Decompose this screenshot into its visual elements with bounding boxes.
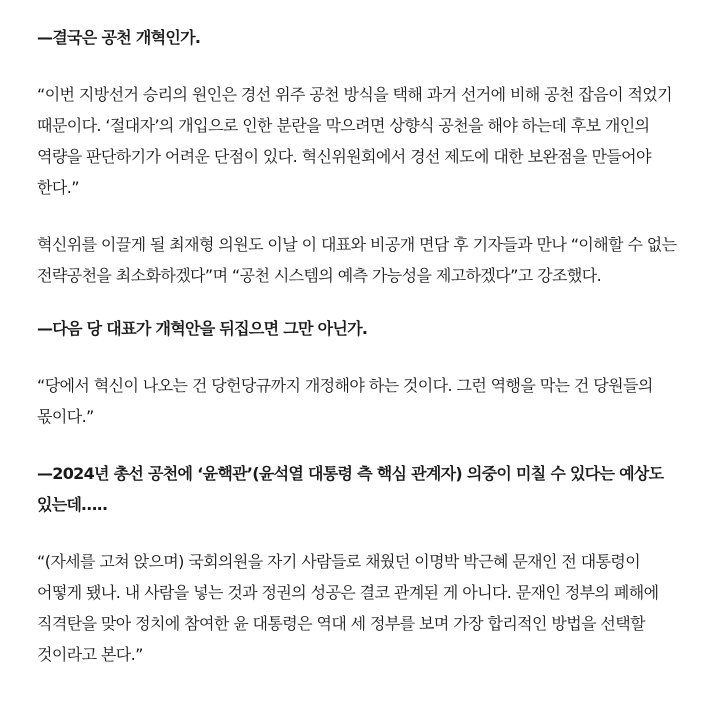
interview-answer-1: “이번 지방선거 승리의 원인은 경선 위주 공천 방식을 택해 과거 선거에 비해 공천 잡음이 적었기 때문이다. ‘절대자’의 개입으로 인한 분란을 막으려면 상향식 공천을 해야 하는데 후보 개인의 역량을 판단하기가 어려운 단점이 있다. 혁신위원회에서 경선 제도에 대한 보완점을 만들어야 한다.”: [37, 85, 673, 197]
interview-question-3: —2024년 총선 공천에 ‘윤핵관’(윤석열 대통령 측 핵심 관계자) 의중이 미칠 수 있다는 예상도 있는데…..: [37, 464, 664, 514]
interview-answer-3: “(자세를 고쳐 앉으며) 국회의원을 자기 사람들로 채웠던 이명박 박근혜 문재인 전 대통령이 어떻게 됐나. 내 사람을 넣는 것과 정권의 성공은 결코 관계된 게 아니다. 문재인 정부의 폐해에 직격탄을 맞아 정치에 참여한 윤 대통령은 역대 세 정부를 보며 가장 합리적인 방법을 선택할 것이라고 본다.”: [37, 552, 659, 664]
interview-answer-2: “당에서 혁신이 나오는 건 당헌당규까지 개정해야 하는 것이다. 그런 역행을 막는 건 당원들의 몫이다.”: [37, 376, 653, 426]
interview-question-1: —결국은 공천 개혁인가.: [37, 28, 201, 47]
interview-question-2: —다음 당 대표가 개혁안을 뒤집으면 그만 아닌가.: [37, 319, 368, 338]
body-paragraph: 혁신위를 이끌게 될 최재형 의원도 이날 이 대표와 비공개 면담 후 기자들과 만나 “이해할 수 없는 전략공천을 최소화하겠다”며 “공천 시스템의 예측 가능성을 제고하겠다”고 강조했다.: [37, 235, 677, 285]
